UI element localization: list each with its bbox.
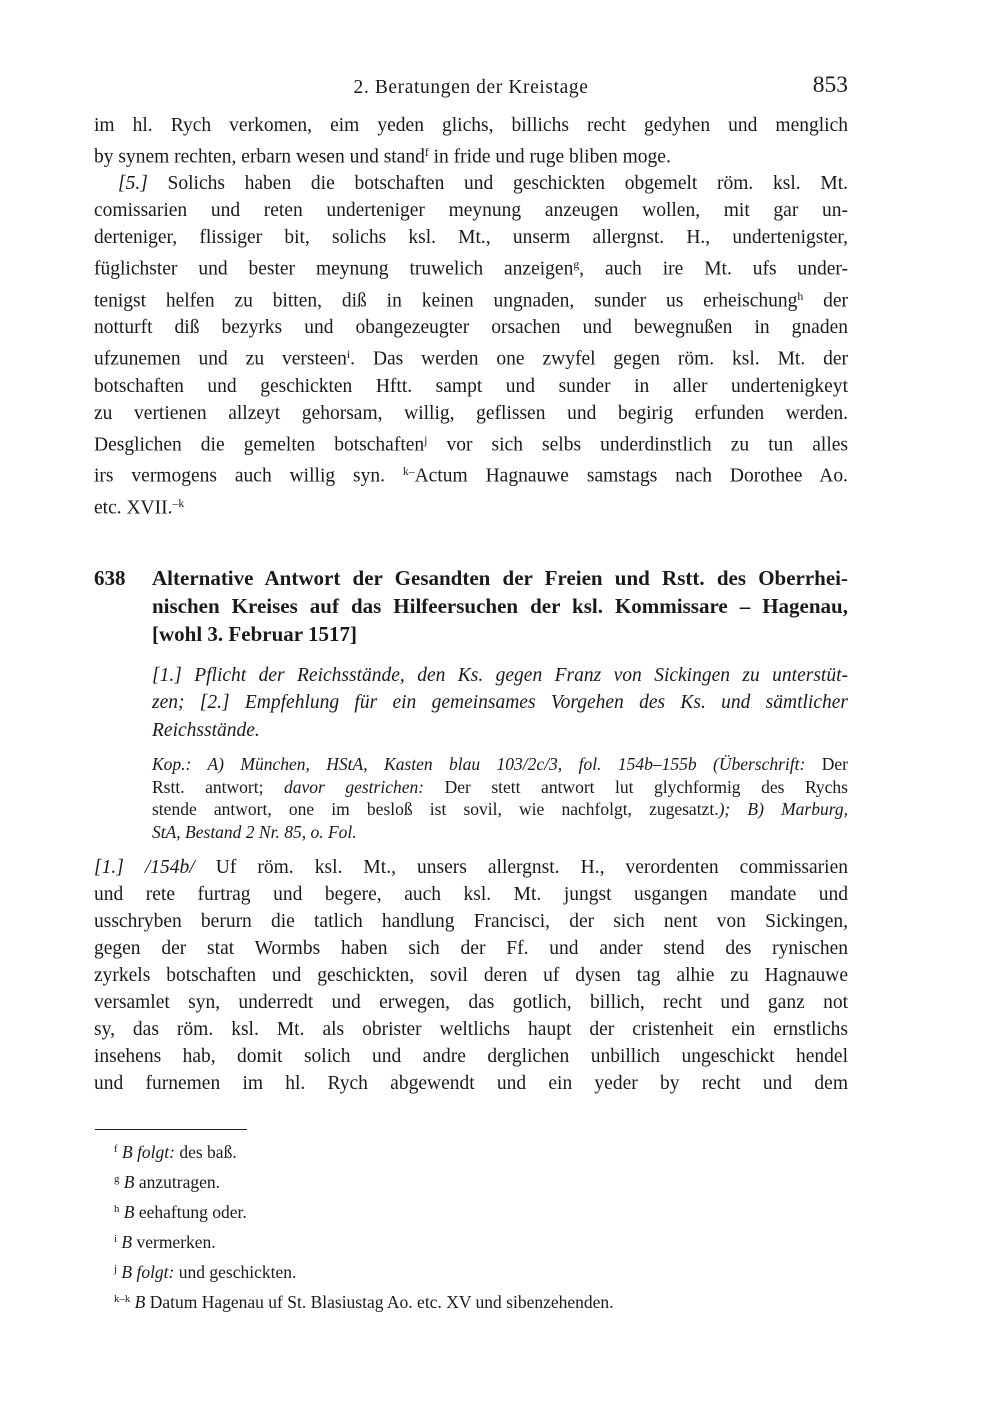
block-continuation bbox=[94, 112, 848, 170]
text-line bbox=[94, 1043, 848, 1070]
text-run: Alternative Antwort der Gesandten der Freien und Rstt. des Oberrhei- bbox=[152, 565, 848, 590]
block-kop bbox=[152, 753, 848, 843]
text-run: Rstt. antwort; bbox=[152, 776, 284, 797]
page-number: 853 bbox=[812, 72, 848, 98]
block-summary bbox=[152, 662, 848, 745]
footnote-line bbox=[94, 1226, 848, 1256]
text-run: vor sich selbs underdinstlich zu tun alles bbox=[427, 434, 848, 456]
text-line bbox=[152, 753, 848, 776]
text-run: by synem rechten, erbarn wesen und stand bbox=[94, 146, 425, 168]
text-line bbox=[94, 112, 848, 139]
text-line bbox=[94, 314, 848, 341]
text-line bbox=[152, 662, 848, 690]
text-run: Actum Hagnauwe samstags nach Dorothee Ao. bbox=[414, 465, 849, 487]
text-line bbox=[94, 1070, 848, 1097]
running-head bbox=[94, 74, 848, 104]
text-run: Der stett antwort lut glychformig des Rychs bbox=[424, 776, 848, 797]
text-run: [5.] bbox=[118, 173, 148, 195]
text-run: . Das werden one zwyfel gegen röm. ksl. Mt. der bbox=[350, 348, 848, 370]
text-run: Reichsstände. bbox=[152, 719, 260, 741]
text-line bbox=[94, 989, 848, 1016]
text-run: tenigst helfen zu bitten, diß in keinen ungnaden, sunder us erheischung bbox=[94, 290, 798, 312]
block-doc638 bbox=[94, 564, 848, 648]
text-run: und geschickten. bbox=[174, 1262, 297, 1283]
text-line bbox=[152, 821, 848, 844]
block-para5 bbox=[94, 170, 848, 521]
text-run: anzutragen. bbox=[134, 1172, 221, 1193]
text-run: des baß. bbox=[174, 1142, 237, 1163]
text-run: B folgt: bbox=[117, 1262, 175, 1283]
footnote-mark: k–k bbox=[114, 1293, 131, 1306]
text-run: Der bbox=[805, 754, 849, 775]
text-run: B bbox=[119, 1202, 135, 1223]
text-run: comissarien und reten underteniger meynung anzeugen wollen, mit gar un- bbox=[94, 200, 848, 222]
text-run: insehens hab, domit solich und andre derglichen unbillich ungeschickt hendel bbox=[94, 1046, 848, 1068]
text-run: ); B) Marburg, bbox=[718, 799, 848, 820]
footnote-line bbox=[94, 1286, 848, 1316]
text-run: eehaftung oder. bbox=[134, 1202, 247, 1223]
text-line bbox=[152, 592, 848, 620]
text-line bbox=[94, 400, 848, 427]
footnote-mark: h bbox=[114, 1203, 120, 1216]
text-run: füglichster und bester meynung truwelich anzeigen bbox=[94, 258, 574, 280]
text-run: zu vertienen allzeyt gehorsam, willig, geflissen und begirig erfunden werden. bbox=[94, 402, 848, 424]
text-run: , auch ire Mt. ufs under- bbox=[579, 258, 849, 280]
text-line bbox=[94, 854, 848, 881]
text-line bbox=[94, 224, 848, 251]
text-run: derteniger, flissiger bit, solichs ksl. Mt., unserm allergnst. H., undertenigster, bbox=[94, 227, 848, 249]
text-line bbox=[94, 170, 848, 197]
text-run: [1.] Pflicht der Reichsstände, den Ks. gegen Franz von Sickingen zu unterstüt- bbox=[152, 664, 848, 686]
text-line bbox=[152, 620, 848, 648]
footnote-ref: k– bbox=[402, 465, 415, 479]
text-run: Datum Hagenau uf St. Blasiustag Ao. etc. XV und sibenzehenden. bbox=[145, 1292, 614, 1313]
text-run: B folgt: bbox=[117, 1142, 175, 1163]
text-run: B bbox=[119, 1172, 135, 1193]
text-run: StA, Bestand 2 Nr. 85, o. Fol. bbox=[152, 821, 357, 842]
footnote-ref: –k bbox=[172, 496, 185, 510]
text-run: stende antwort, one im besloß ist sovil, wie nachfolgt, zugesatzt. bbox=[152, 799, 719, 820]
text-line bbox=[94, 197, 848, 224]
text-run: versamlet syn, underredt und erwegen, das gotlich, billich, recht und ganz not bbox=[94, 992, 848, 1014]
text-run: und furnemen im hl. Rych abgewendt und ein yeder by recht und dem bbox=[94, 1073, 848, 1095]
text-run: vermerken. bbox=[132, 1232, 216, 1253]
text-run: botschaften und geschickten Hftt. sampt und sunder in aller undertenigkeyt bbox=[94, 375, 848, 397]
text-run: Uf röm. ksl. Mt., unsers allergnst. H., verordenten commissarien bbox=[194, 857, 848, 879]
text-run: notturft diß bezyrks und obangezeugter orsachen und bewegnußen in gnaden bbox=[94, 317, 848, 339]
running-head-title: 2. Beratungen der Kreistage bbox=[353, 77, 589, 98]
footnote-line bbox=[94, 1196, 848, 1226]
text-line bbox=[94, 490, 848, 521]
footnote-mark: g bbox=[114, 1173, 120, 1186]
text-line bbox=[152, 776, 848, 799]
text-run: Desglichen die gemelten botschaften bbox=[94, 434, 425, 456]
footnote-line bbox=[94, 1166, 848, 1196]
text-run: im hl. Rych verkomen, eim yeden glichs, billichs recht gedyhen und menglich bbox=[94, 115, 848, 136]
text-run: zyrkels botschaften und geschickten, sovil deren uf dysen tag alhie zu Hagnauwe bbox=[94, 965, 848, 987]
text-line bbox=[152, 689, 848, 717]
text-line bbox=[94, 908, 848, 935]
text-run: in fride und ruge bliben moge. bbox=[428, 146, 671, 168]
text-line bbox=[94, 373, 848, 400]
text-run: usschryben berurn die tatlich handlung Francisci, der sich nent von Sickingen, bbox=[94, 911, 848, 933]
text-run: [wohl 3. Februar 1517] bbox=[152, 621, 357, 646]
text-run: sy, das röm. ksl. Mt. als obrister weltlichs haupt der cristenheit ein ernstlichs bbox=[94, 1019, 848, 1041]
text-block bbox=[94, 112, 848, 1097]
text-run: davor gestrichen: bbox=[283, 776, 425, 797]
footnote-ref: f bbox=[424, 146, 429, 159]
text-line bbox=[94, 458, 848, 489]
text-line bbox=[94, 251, 848, 282]
text-line bbox=[94, 139, 848, 170]
text-run: B bbox=[117, 1232, 133, 1253]
text-run: gegen der stat Wormbs haben sich der Ff. und ander stend des rynischen bbox=[94, 938, 848, 960]
text-area bbox=[94, 74, 848, 1316]
text-run: irs vermogens auch willig syn. bbox=[94, 465, 403, 487]
text-line bbox=[94, 962, 848, 989]
text-line bbox=[152, 798, 848, 821]
footnote-ref: j bbox=[424, 433, 428, 447]
footnote-mark: j bbox=[114, 1263, 118, 1276]
footnote-mark: f bbox=[114, 1143, 118, 1156]
footnote-separator-rule bbox=[95, 1129, 247, 1130]
text-line bbox=[94, 1016, 848, 1043]
text-run: nischen Kreises auf das Hilfeersuchen der ksl. Kommissare – Hagenau, bbox=[152, 593, 848, 618]
text-run: [1.] /154b/ bbox=[94, 857, 195, 879]
text-line bbox=[94, 341, 848, 372]
text-run: etc. XVII. bbox=[94, 496, 173, 518]
text-line bbox=[152, 564, 848, 592]
footnotes-list bbox=[94, 1136, 848, 1316]
text-line bbox=[94, 881, 848, 908]
text-run: Solichs haben die botschaften und geschickten obgemelt röm. ksl. Mt. bbox=[147, 173, 848, 195]
text-run: und rete furtrag und begere, auch ksl. Mt. jungst usgangen mandate und bbox=[94, 884, 848, 906]
text-line bbox=[94, 283, 848, 314]
footnote-mark: i bbox=[114, 1233, 118, 1246]
text-line bbox=[94, 427, 848, 458]
doc-number: 638 bbox=[94, 565, 126, 590]
text-run: B bbox=[130, 1292, 146, 1313]
text-line bbox=[152, 717, 848, 745]
block-para1 bbox=[94, 854, 848, 1097]
doc-heading-lines bbox=[152, 564, 848, 648]
footnote-ref: h bbox=[797, 289, 804, 303]
footnotes-section bbox=[94, 1129, 848, 1316]
footnote-ref: i bbox=[346, 348, 351, 362]
text-run: der bbox=[803, 290, 848, 312]
footnote-line bbox=[94, 1256, 848, 1286]
footnote-ref: g bbox=[573, 258, 580, 272]
text-run: ufzunemen und zu versteen bbox=[94, 348, 347, 370]
text-line bbox=[94, 935, 848, 962]
text-run: Kop.: A) München, HStA, Kasten blau 103/2c/3, fol. 154b–155b (Überschrift: bbox=[152, 754, 806, 775]
footnote-line bbox=[94, 1136, 848, 1166]
text-run: zen; [2.] Empfehlung für ein gemeinsames Vorgehen des Ks. und sämtlicher bbox=[152, 692, 848, 714]
